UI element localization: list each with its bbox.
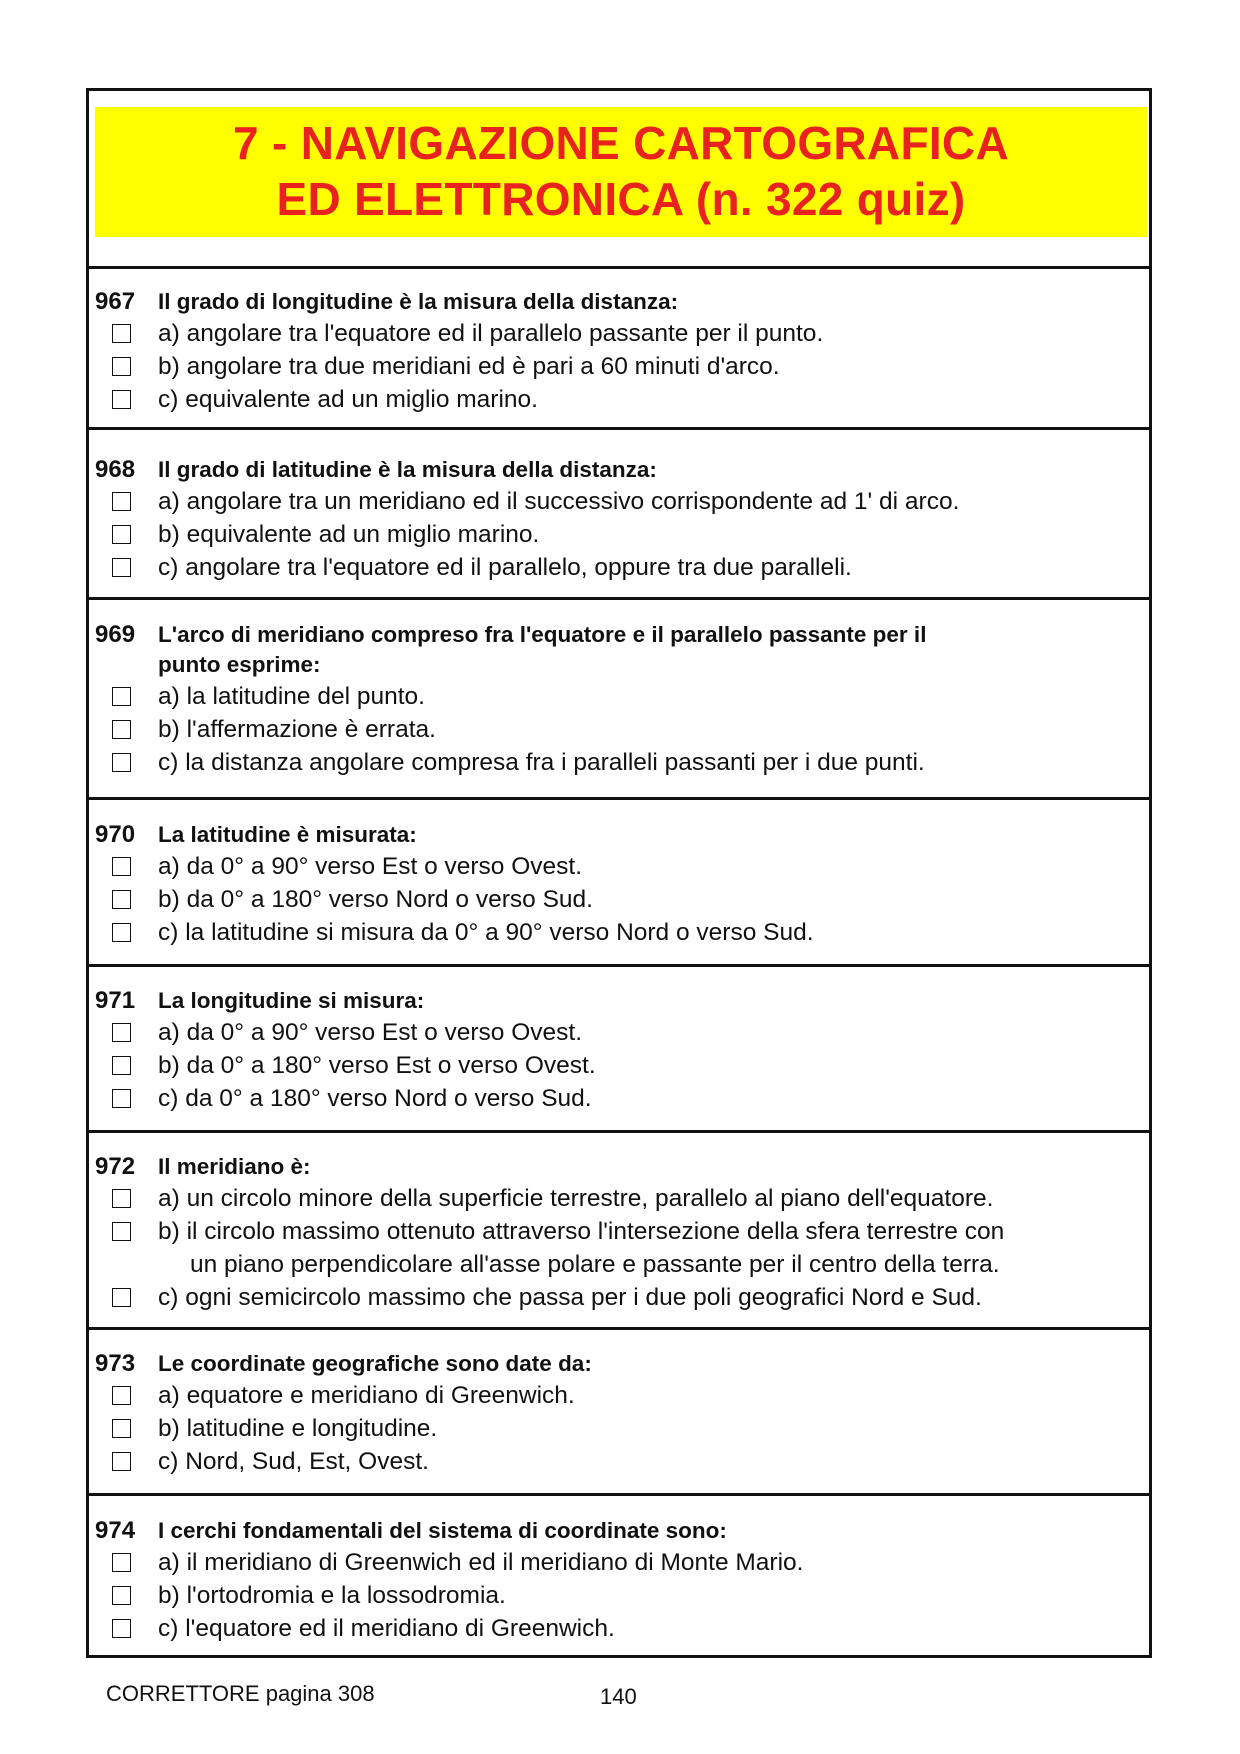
question-968 bbox=[89, 427, 1149, 606]
answer-text: b) equivalente ad un miglio marino. bbox=[158, 521, 540, 548]
answer-option-b[interactable] bbox=[89, 518, 1149, 551]
question-967 bbox=[89, 266, 1149, 436]
question-969 bbox=[89, 597, 1149, 806]
question-973 bbox=[89, 1327, 1149, 1502]
answer-text: b) da 0° a 180° verso Nord o verso Sud. bbox=[158, 886, 593, 913]
answer-option-b[interactable] bbox=[89, 350, 1149, 383]
question-970 bbox=[89, 797, 1149, 973]
chapter-title-line-1: 7 - NAVIGAZIONE CARTOGRAFICA bbox=[233, 117, 1009, 169]
answer-option-c[interactable] bbox=[89, 1281, 1149, 1314]
answer-text-line-1: b) il circolo massimo ottenuto attraverso l'intersezione della sfera terrestre con bbox=[158, 1218, 1005, 1245]
answer-checkbox[interactable] bbox=[112, 687, 131, 706]
answer-checkbox[interactable] bbox=[112, 558, 131, 577]
answer-option-c[interactable] bbox=[89, 1082, 1149, 1115]
answer-option-a[interactable] bbox=[89, 850, 1149, 883]
question-text-line-1: L'arco di meridiano compreso fra l'equatore e il parallelo passante per il bbox=[158, 622, 927, 647]
answer-option-a[interactable] bbox=[89, 1546, 1149, 1579]
answer-option-b[interactable] bbox=[89, 1215, 1149, 1281]
answer-text: a) equatore e meridiano di Greenwich. bbox=[158, 1382, 575, 1409]
answer-option-a[interactable] bbox=[89, 1379, 1149, 1412]
answer-text: b) latitudine e longitudine. bbox=[158, 1415, 438, 1442]
quiz-page-frame bbox=[86, 88, 1152, 1658]
answer-checkbox[interactable] bbox=[112, 1419, 131, 1438]
question-number: 967 bbox=[95, 288, 136, 315]
answer-key-reference: CORRETTORE pagina 308 bbox=[106, 1681, 375, 1706]
answer-option-c[interactable] bbox=[89, 1612, 1149, 1645]
answer-option-b[interactable] bbox=[89, 713, 1149, 746]
answer-checkbox[interactable] bbox=[112, 923, 131, 942]
answer-checkbox[interactable] bbox=[112, 1023, 131, 1042]
answer-checkbox[interactable] bbox=[112, 857, 131, 876]
answer-text: a) da 0° a 90° verso Est o verso Ovest. bbox=[158, 853, 583, 880]
question-text bbox=[158, 620, 1138, 680]
answer-checkbox[interactable] bbox=[112, 890, 131, 909]
answer-text bbox=[158, 1215, 1004, 1281]
answer-option-b[interactable] bbox=[89, 1412, 1149, 1445]
question-number: 969 bbox=[95, 621, 136, 648]
answer-option-b[interactable] bbox=[89, 883, 1149, 916]
answer-checkbox[interactable] bbox=[112, 525, 131, 544]
question-text: Il meridiano è: bbox=[158, 1154, 311, 1179]
answer-checkbox[interactable] bbox=[112, 492, 131, 511]
answer-checkbox[interactable] bbox=[112, 1189, 131, 1208]
answer-option-c[interactable] bbox=[89, 383, 1149, 416]
question-974 bbox=[89, 1493, 1149, 1658]
answer-checkbox[interactable] bbox=[112, 1056, 131, 1075]
answer-text: a) da 0° a 90° verso Est o verso Ovest. bbox=[158, 1019, 583, 1046]
question-number: 972 bbox=[95, 1153, 136, 1180]
answer-text: c) ogni semicircolo massimo che passa per i due poli geografici Nord e Sud. bbox=[158, 1284, 982, 1311]
question-text: Il grado di latitudine è la misura della distanza: bbox=[158, 457, 657, 482]
answer-checkbox[interactable] bbox=[112, 1586, 131, 1605]
answer-checkbox[interactable] bbox=[112, 1089, 131, 1108]
question-number: 970 bbox=[95, 821, 136, 848]
answer-text: c) equivalente ad un miglio marino. bbox=[158, 386, 538, 413]
question-971 bbox=[89, 964, 1149, 1139]
answer-text: c) Nord, Sud, Est, Ovest. bbox=[158, 1448, 429, 1475]
answer-option-a[interactable] bbox=[89, 317, 1149, 350]
answer-checkbox[interactable] bbox=[112, 1619, 131, 1638]
question-number: 974 bbox=[95, 1517, 136, 1544]
answer-option-b[interactable] bbox=[89, 1049, 1149, 1082]
question-number: 971 bbox=[95, 987, 136, 1014]
answer-checkbox[interactable] bbox=[112, 390, 131, 409]
answer-option-c[interactable] bbox=[89, 746, 1149, 779]
answer-option-c[interactable] bbox=[89, 1445, 1149, 1478]
answer-option-a[interactable] bbox=[89, 485, 1149, 518]
question-972 bbox=[89, 1130, 1149, 1336]
answer-checkbox[interactable] bbox=[112, 1553, 131, 1572]
answer-text: b) l'affermazione è errata. bbox=[158, 716, 436, 743]
answer-text: a) un circolo minore della superficie terrestre, parallelo al piano dell'equatore. bbox=[158, 1185, 994, 1212]
answer-text: b) angolare tra due meridiani ed è pari a 60 minuti d'arco. bbox=[158, 353, 780, 380]
answer-checkbox[interactable] bbox=[112, 357, 131, 376]
answer-checkbox[interactable] bbox=[112, 1288, 131, 1307]
answer-option-a[interactable] bbox=[89, 1016, 1149, 1049]
answer-checkbox[interactable] bbox=[112, 1452, 131, 1471]
question-number: 973 bbox=[95, 1350, 136, 1377]
question-text: Le coordinate geografiche sono date da: bbox=[158, 1351, 592, 1376]
answer-option-c[interactable] bbox=[89, 916, 1149, 949]
answer-text: c) da 0° a 180° verso Nord o verso Sud. bbox=[158, 1085, 592, 1112]
answer-option-a[interactable] bbox=[89, 680, 1149, 713]
question-text-line-2: punto esprime: bbox=[158, 652, 321, 677]
chapter-header bbox=[89, 91, 1149, 269]
answer-text: a) angolare tra l'equatore ed il parallelo passante per il punto. bbox=[158, 320, 824, 347]
answer-checkbox[interactable] bbox=[112, 1386, 131, 1405]
answer-text: c) la distanza angolare compresa fra i paralleli passanti per i due punti. bbox=[158, 749, 925, 776]
answer-text: a) la latitudine del punto. bbox=[158, 683, 425, 710]
question-text: La longitudine si misura: bbox=[158, 988, 425, 1013]
answer-checkbox[interactable] bbox=[112, 753, 131, 772]
question-text: I cerchi fondamentali del sistema di coordinate sono: bbox=[158, 1518, 727, 1543]
answer-text: b) l'ortodromia e la lossodromia. bbox=[158, 1582, 506, 1609]
answer-checkbox[interactable] bbox=[112, 1222, 131, 1241]
answer-text: c) angolare tra l'equatore ed il parallelo, oppure tra due paralleli. bbox=[158, 554, 852, 581]
answer-checkbox[interactable] bbox=[112, 720, 131, 739]
page-number: 140 bbox=[600, 1684, 637, 1709]
answer-option-b[interactable] bbox=[89, 1579, 1149, 1612]
question-text: La latitudine è misurata: bbox=[158, 822, 417, 847]
answer-checkbox[interactable] bbox=[112, 324, 131, 343]
answer-text: b) da 0° a 180° verso Est o verso Ovest. bbox=[158, 1052, 596, 1079]
answer-text: a) angolare tra un meridiano ed il successivo corrispondente ad 1' di arco. bbox=[158, 488, 960, 515]
chapter-title-line-2: ED ELETTRONICA (n. 322 quiz) bbox=[276, 173, 966, 225]
answer-text-line-2: un piano perpendicolare all'asse polare e passante per il centro della terra. bbox=[190, 1251, 1000, 1278]
answer-text: c) la latitudine si misura da 0° a 90° verso Nord o verso Sud. bbox=[158, 919, 814, 946]
answer-option-a[interactable] bbox=[89, 1182, 1149, 1215]
answer-option-c[interactable] bbox=[89, 551, 1149, 584]
question-number: 968 bbox=[95, 456, 136, 483]
answer-text: c) l'equatore ed il meridiano di Greenwich. bbox=[158, 1615, 615, 1642]
answer-text: a) il meridiano di Greenwich ed il meridiano di Monte Mario. bbox=[158, 1549, 804, 1576]
chapter-title-banner bbox=[95, 107, 1147, 237]
question-text: Il grado di longitudine è la misura della distanza: bbox=[158, 289, 679, 314]
